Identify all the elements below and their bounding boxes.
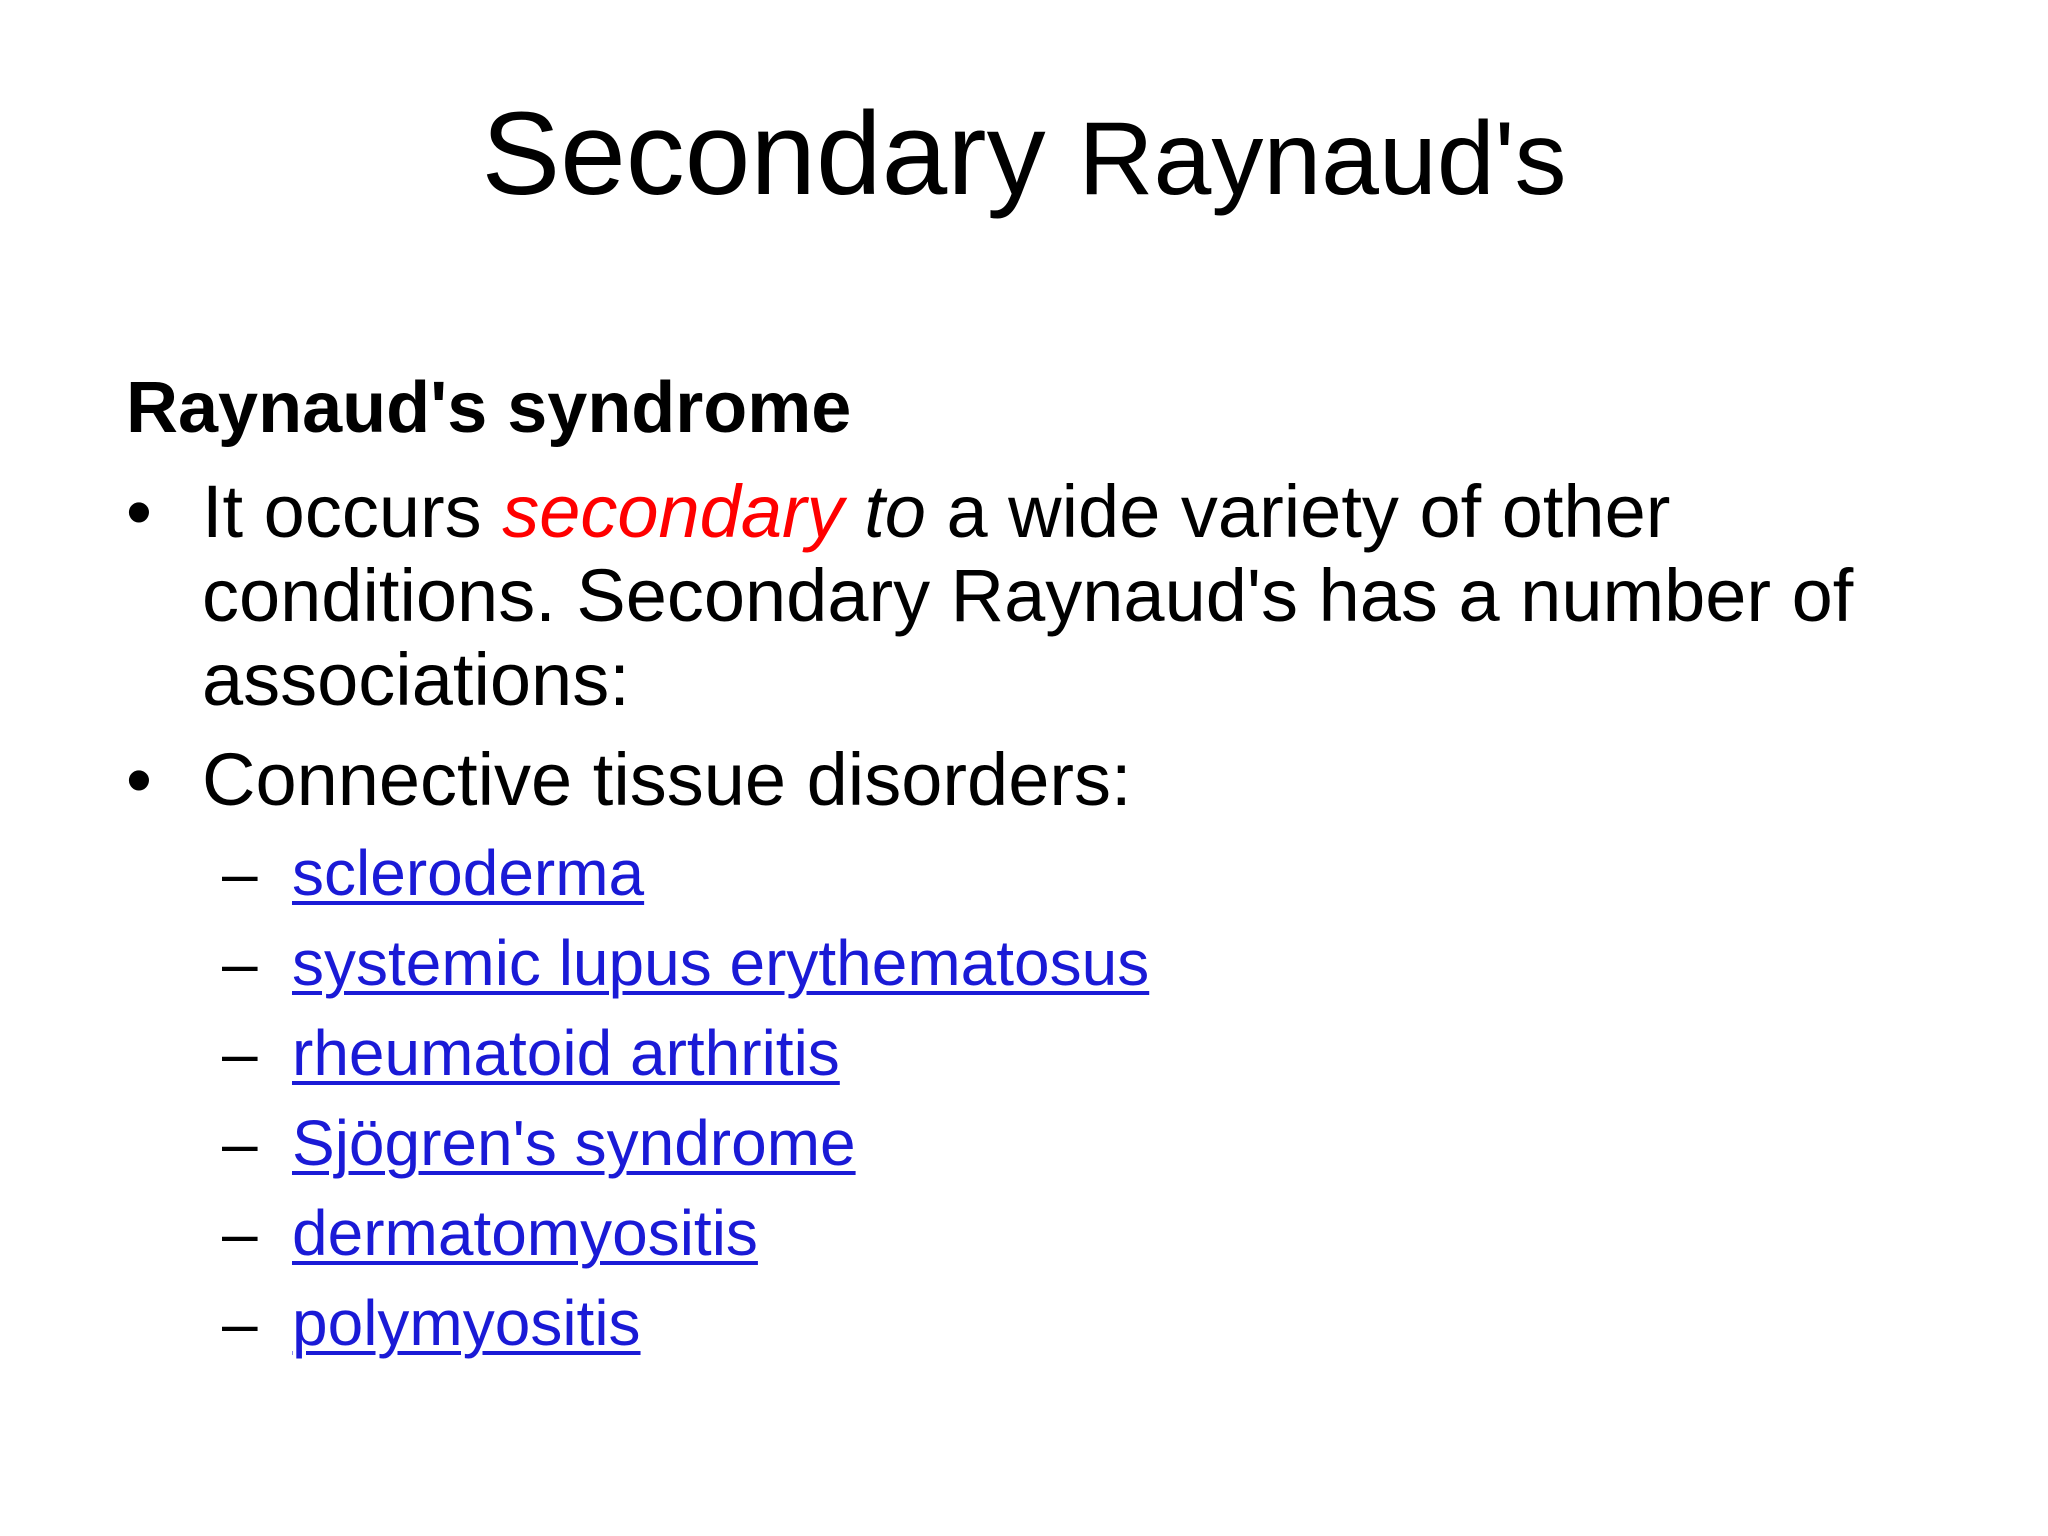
list-item	[222, 828, 1422, 918]
link-polymyositis[interactable]: polymyositis	[292, 1287, 641, 1359]
bullet-text-2: Connective tissue disorders:	[202, 738, 1132, 821]
emphasis-secondary: secondary	[502, 470, 844, 553]
dash-icon: –	[222, 1287, 258, 1359]
list-item	[222, 1008, 1422, 1098]
link-systemic-lupus-erythematosus[interactable]: systemic lupus erythematosus	[292, 927, 1150, 999]
bullet-text-1	[202, 470, 1942, 722]
bullet-text-part: a wide variety of other conditions. Secondary Raynaud's has a number of associations:	[202, 470, 1854, 721]
bullet-text-part: It occurs	[202, 470, 503, 553]
bullet-icon: •	[126, 738, 152, 821]
dash-icon: –	[222, 1017, 258, 1089]
title-main: Secondary	[481, 88, 1046, 220]
link-scleroderma[interactable]: scleroderma	[292, 837, 645, 909]
bullet-icon: •	[126, 470, 152, 553]
section-heading: Raynaud's syndrome	[126, 368, 852, 448]
list-item	[222, 1188, 1422, 1278]
dash-icon: –	[222, 837, 258, 909]
emphasis-to: to	[864, 470, 926, 553]
slide-title	[0, 84, 2048, 229]
link-rheumatoid-arthritis[interactable]: rheumatoid arthritis	[292, 1017, 840, 1089]
list-item	[222, 1278, 1422, 1368]
dash-icon: –	[222, 1197, 258, 1269]
list-item	[222, 918, 1422, 1008]
title-rest: Raynaud's	[1078, 101, 1567, 217]
link-sjogrens-syndrome[interactable]: Sjögren's syndrome	[292, 1107, 856, 1179]
link-dermatomyositis[interactable]: dermatomyositis	[292, 1197, 758, 1269]
list-item	[222, 1098, 1422, 1188]
dash-icon: –	[222, 927, 258, 999]
bullet-text-part	[844, 470, 865, 553]
dash-icon: –	[222, 1107, 258, 1179]
connective-tissue-list	[222, 828, 1422, 1368]
